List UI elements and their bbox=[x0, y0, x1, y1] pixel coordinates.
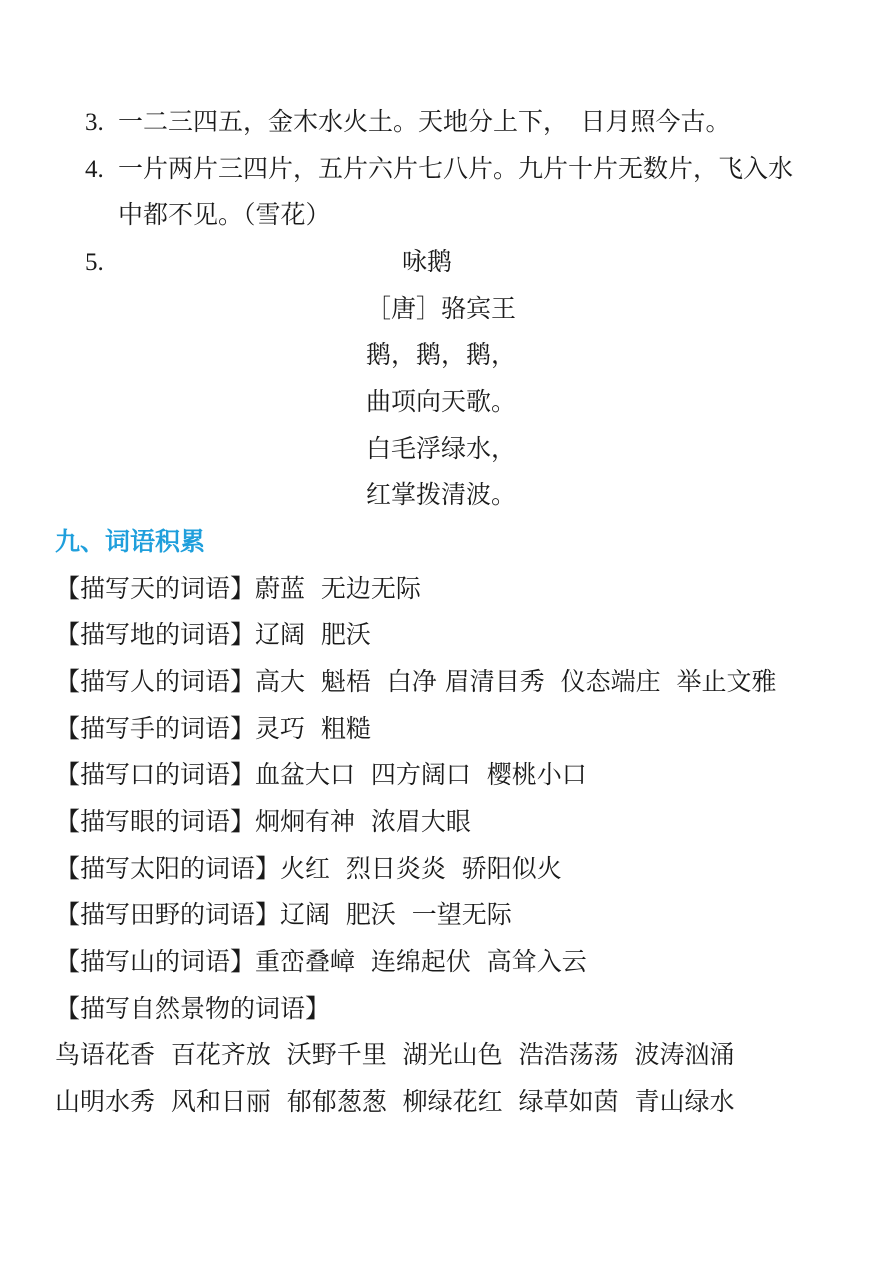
item-5-number: 5. bbox=[85, 249, 104, 276]
vocab-entry: 鸟语花香 百花齐放 沃野千里 湖光山色 浩浩荡荡 波涛汹涌 bbox=[55, 1040, 735, 1069]
poem-author: ［唐］骆宾王 bbox=[366, 294, 517, 323]
vocab-entry: 【描写田野的词语】辽阔 肥沃 一望无际 bbox=[55, 900, 512, 929]
section-heading: 九、词语积累 bbox=[55, 527, 206, 556]
item-4-number: 4. bbox=[85, 156, 104, 183]
poem-line: 曲项向天歌。 bbox=[366, 387, 517, 416]
item-4-line-2: 中都不见。（雪花） bbox=[118, 200, 331, 229]
vocab-entry: 【描写口的词语】血盆大口 四方阔口 樱桃小口 bbox=[55, 760, 587, 789]
poem-line: 鹅，鹅，鹅， bbox=[366, 340, 517, 369]
poem-line: 红掌拨清波。 bbox=[366, 480, 517, 509]
vocab-entry: 【描写山的词语】重峦叠嶂 连绵起伏 高耸入云 bbox=[55, 947, 587, 976]
vocab-entry: 【描写自然景物的词语】 bbox=[55, 994, 331, 1023]
vocab-entry: 山明水秀 风和日丽 郁郁葱葱 柳绿花红 绿草如茵 青山绿水 bbox=[55, 1087, 735, 1116]
vocab-entry: 【描写天的词语】蔚蓝 无边无际 bbox=[55, 574, 421, 603]
item-3-text: 一二三四五，金木水火土。天地分上下， 日月照今古。 bbox=[118, 107, 731, 136]
vocab-entry: 【描写手的词语】灵巧 粗糙 bbox=[55, 714, 371, 743]
vocab-entry: 【描写太阳的词语】火红 烈日炎炎 骄阳似火 bbox=[55, 854, 562, 883]
poem-title: 咏鹅 bbox=[402, 247, 453, 276]
vocab-entry: 【描写人的词语】高大 魁梧 白净 眉清目秀 仪态端庄 举止文雅 bbox=[55, 667, 777, 696]
poem-line: 白毛浮绿水， bbox=[366, 434, 517, 463]
item-3-number: 3. bbox=[85, 109, 104, 136]
vocab-entry: 【描写眼的词语】炯炯有神 浓眉大眼 bbox=[55, 807, 471, 836]
item-4-line-1: 一片两片三四片，五片六片七八片。九片十片无数片，飞入水 bbox=[118, 154, 794, 183]
vocab-entry: 【描写地的词语】辽阔 肥沃 bbox=[55, 620, 371, 649]
